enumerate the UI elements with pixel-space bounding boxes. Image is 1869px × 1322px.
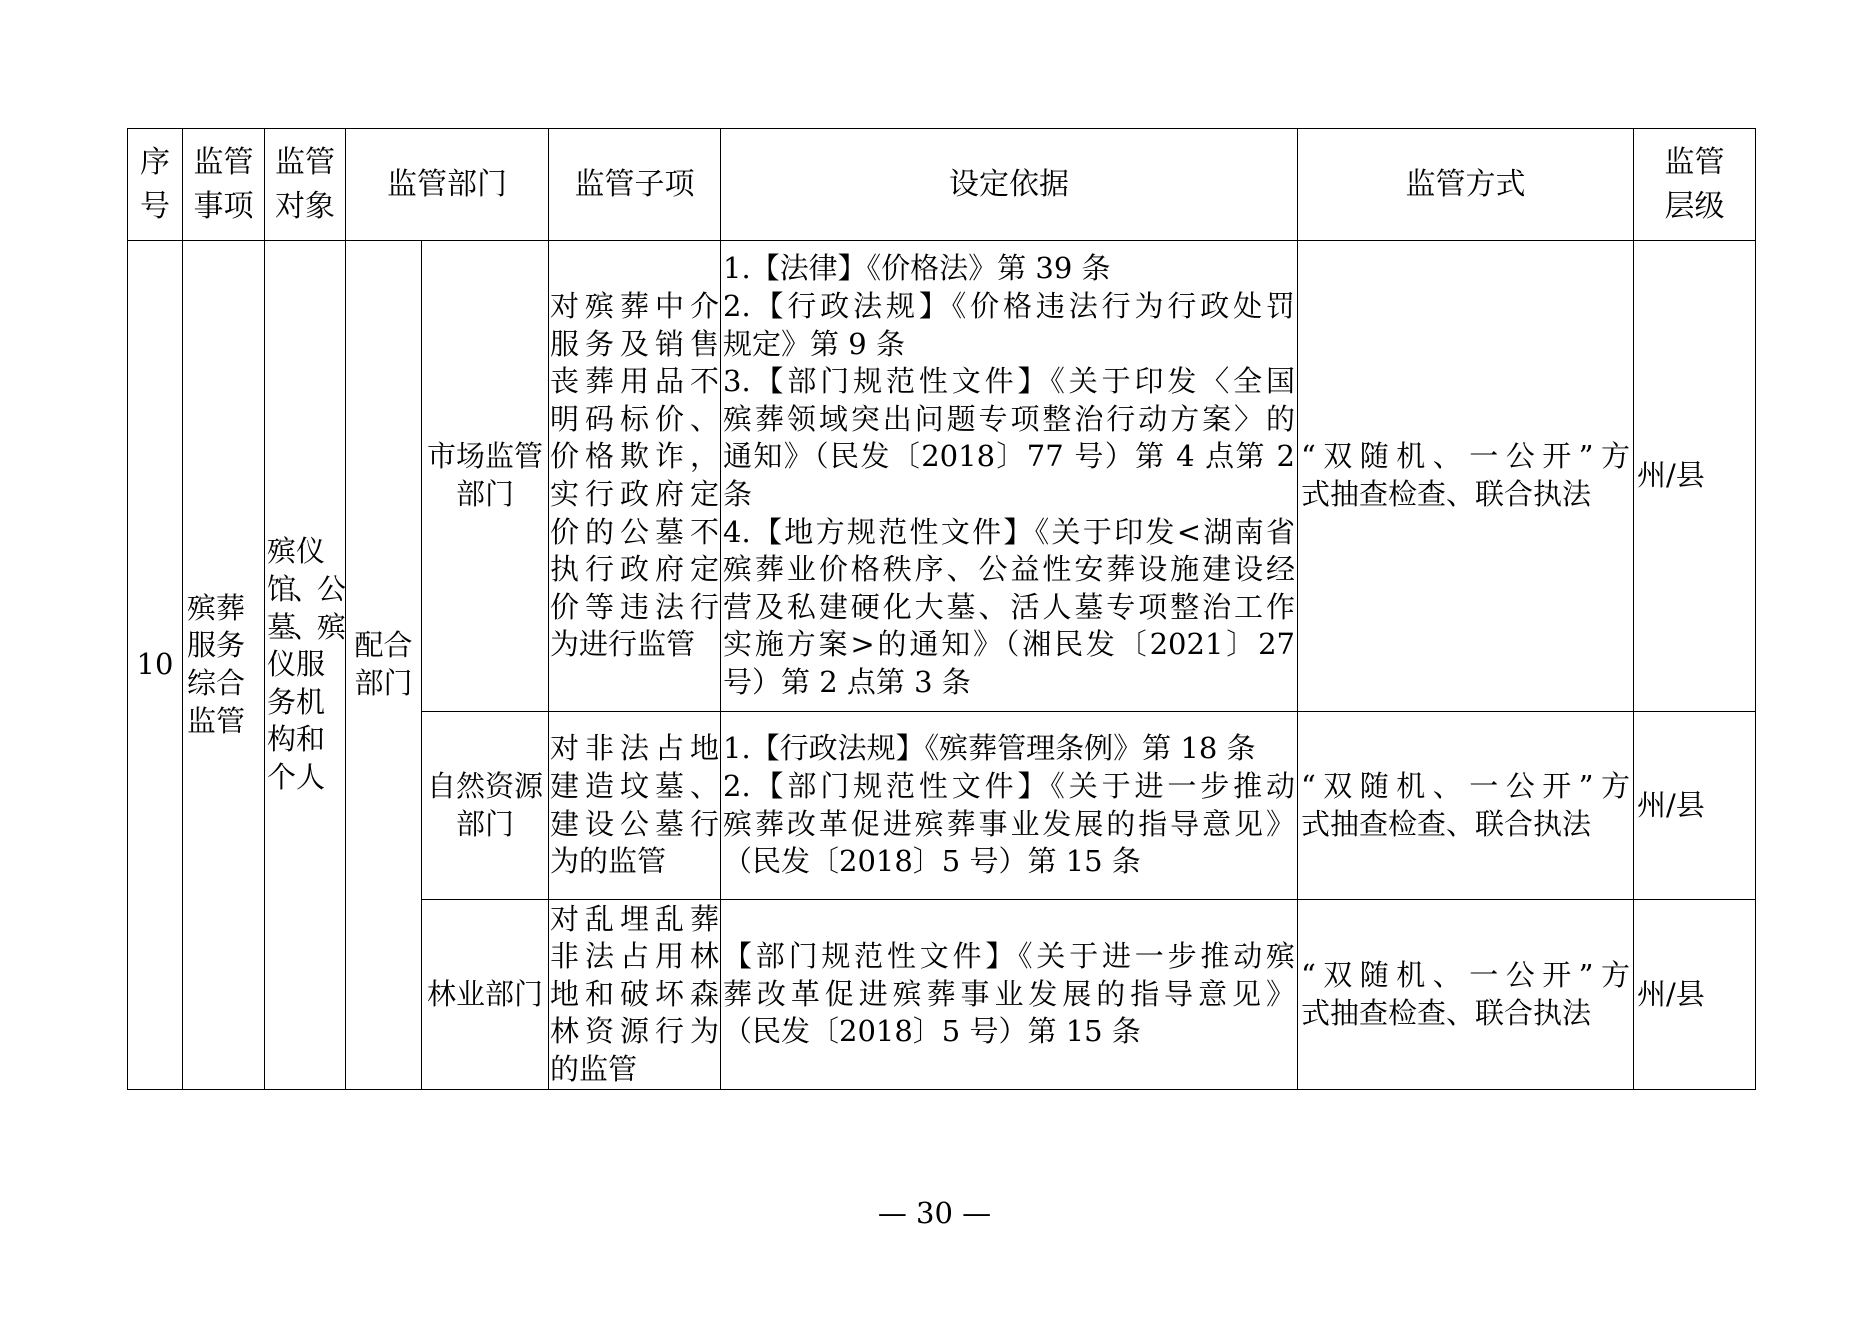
dept-cell xyxy=(422,900,549,1090)
lead-dept-line: 部门 xyxy=(354,666,413,700)
header-dept: 监管部门 xyxy=(346,129,549,241)
basis-line: 通知》（民发〔2018〕77 号）第 4 点第 2 xyxy=(723,439,1295,474)
subitem-line: 明码标价、 xyxy=(550,401,719,436)
method-line: “双随机、一公开”方 xyxy=(1301,768,1630,803)
object-cell xyxy=(265,241,346,1090)
basis-line: 殡葬改革促进殡葬事业发展的指导意见》 xyxy=(723,806,1295,841)
dept-line: 市场监管 xyxy=(426,439,543,474)
basis-line: 4.【地方规范性文件】《关于印发<湖南省 xyxy=(723,514,1295,549)
basis-line: 号）第 2 点第 3 条 xyxy=(723,664,971,699)
lead-dept-line: 配合 xyxy=(354,628,413,663)
method-line: 式抽查检查、联合执法 xyxy=(1301,477,1592,511)
subitem-cell xyxy=(549,241,721,712)
header-line: 监管 xyxy=(193,144,254,180)
basis-cell xyxy=(721,712,1298,900)
dept-line: 部门 xyxy=(455,806,514,841)
object-line: 殡仪 xyxy=(267,534,326,569)
subitem-line: 服务及销售 xyxy=(550,326,719,361)
level-cell: 州/县 xyxy=(1634,900,1756,1090)
basis-cell xyxy=(721,241,1298,712)
basis-cell xyxy=(721,900,1298,1090)
method-line: “双随机、一公开”方 xyxy=(1301,439,1630,474)
subitem-line: 价格欺诈， xyxy=(550,439,719,474)
item-line: 综合 xyxy=(187,666,246,700)
subitem-line: 为的监管 xyxy=(550,844,667,879)
subitem-line: 为进行监管 xyxy=(550,627,696,662)
header-subitem: 监管子项 xyxy=(549,129,721,241)
dept-line: 部门 xyxy=(455,477,514,511)
method-cell xyxy=(1298,712,1634,900)
basis-line: 1.【行政法规】《殡葬管理条例》第 18 条 xyxy=(723,731,1256,766)
subitem-line: 丧葬用品不 xyxy=(550,364,719,399)
subitem-line: 价的公墓不 xyxy=(550,514,719,549)
seq-cell: 10 xyxy=(128,241,183,1090)
object-line: 构和 xyxy=(267,722,326,757)
basis-line: 2.【行政法规】《价格违法行为行政处罚 xyxy=(723,289,1295,324)
basis-line: 实施方案>的通知》（湘民发〔2021〕27 xyxy=(723,627,1295,662)
header-basis: 设定依据 xyxy=(721,129,1298,241)
lead-dept-cell xyxy=(346,241,422,1090)
dept-cell xyxy=(422,712,549,900)
table-row xyxy=(128,241,1756,712)
method-line: 式抽查检查、联合执法 xyxy=(1301,806,1592,841)
header-line: 号 xyxy=(140,188,170,224)
object-line: 墓、殡 xyxy=(267,609,343,644)
object-line: 个人 xyxy=(267,759,326,794)
basis-line: 2.【部门规范性文件】《关于进一步推动 xyxy=(723,768,1295,803)
subitem-cell xyxy=(549,712,721,900)
header-line: 层级 xyxy=(1664,188,1725,224)
header-level xyxy=(1634,129,1756,241)
subitem-line: 价等违法行 xyxy=(550,589,719,624)
basis-line: 条 xyxy=(723,477,753,511)
item-line: 监管 xyxy=(187,703,246,738)
subitem-line: 对非法占地 xyxy=(550,731,719,766)
item-cell xyxy=(183,241,265,1090)
subitem-line: 建设公墓行 xyxy=(550,806,719,841)
method-line: “双随机、一公开”方 xyxy=(1301,957,1630,992)
subitem-line: 对乱埋乱葬 xyxy=(550,901,719,936)
header-method: 监管方式 xyxy=(1298,129,1634,241)
basis-line: 殡葬业价格秩序、公益性安葬设施建设经 xyxy=(723,552,1295,587)
header-seq xyxy=(128,129,183,241)
dept-cell xyxy=(422,241,549,712)
basis-line: 葬改革促进殡葬事业发展的指导意见》 xyxy=(723,976,1295,1011)
subitem-line: 建造坟墓、 xyxy=(550,768,719,803)
object-line: 馆、公 xyxy=(267,572,343,607)
header-object xyxy=(265,129,346,241)
subitem-line: 非法占用林 xyxy=(550,939,719,974)
basis-line: 营及私建硬化大墓、活人墓专项整治工作 xyxy=(723,589,1295,624)
item-line: 殡葬 xyxy=(187,590,246,625)
basis-line: 殡葬领域突出问题专项整治行动方案〉的 xyxy=(723,401,1295,436)
basis-line: 1.【法律】《价格法》第 39 条 xyxy=(723,251,1111,286)
header-item xyxy=(183,129,265,241)
object-line: 仪服 xyxy=(267,647,326,682)
header-row xyxy=(128,129,1756,241)
basis-line: 【部门规范性文件】《关于进一步推动殡 xyxy=(723,939,1295,974)
subitem-line: 对殡葬中介 xyxy=(550,289,719,324)
header-line: 监管 xyxy=(1664,144,1725,180)
header-line: 事项 xyxy=(193,188,254,224)
subitem-line: 执行政府定 xyxy=(550,552,719,587)
header-line: 监管 xyxy=(275,144,335,180)
subitem-line: 实行政府定 xyxy=(550,477,719,511)
dept-line: 林业部门 xyxy=(426,976,543,1011)
method-cell xyxy=(1298,900,1634,1090)
level-cell: 州/县 xyxy=(1634,712,1756,900)
basis-line: （民发〔2018〕5 号）第 15 条 xyxy=(723,844,1141,879)
header-line: 对象 xyxy=(275,188,335,224)
basis-line: 3.【部门规范性文件】《关于印发〈全国 xyxy=(723,364,1295,399)
header-line: 序 xyxy=(140,144,170,180)
level-cell: 州/县 xyxy=(1634,241,1756,712)
method-line: 式抽查检查、联合执法 xyxy=(1301,995,1592,1030)
regulation-table xyxy=(127,128,1756,1090)
basis-line: 规定》第 9 条 xyxy=(723,326,905,361)
basis-line: （民发〔2018〕5 号）第 15 条 xyxy=(723,1014,1141,1049)
dept-line: 自然资源 xyxy=(426,768,543,803)
subitem-line: 的监管 xyxy=(550,1051,638,1086)
subitem-line: 地和破坏森 xyxy=(550,976,719,1011)
page-number: — 30 — xyxy=(877,1196,992,1230)
item-line: 服务 xyxy=(187,628,246,663)
method-cell xyxy=(1298,241,1634,712)
subitem-line: 林资源行为 xyxy=(550,1014,719,1049)
subitem-cell xyxy=(549,900,721,1090)
object-line: 务机 xyxy=(267,684,326,719)
